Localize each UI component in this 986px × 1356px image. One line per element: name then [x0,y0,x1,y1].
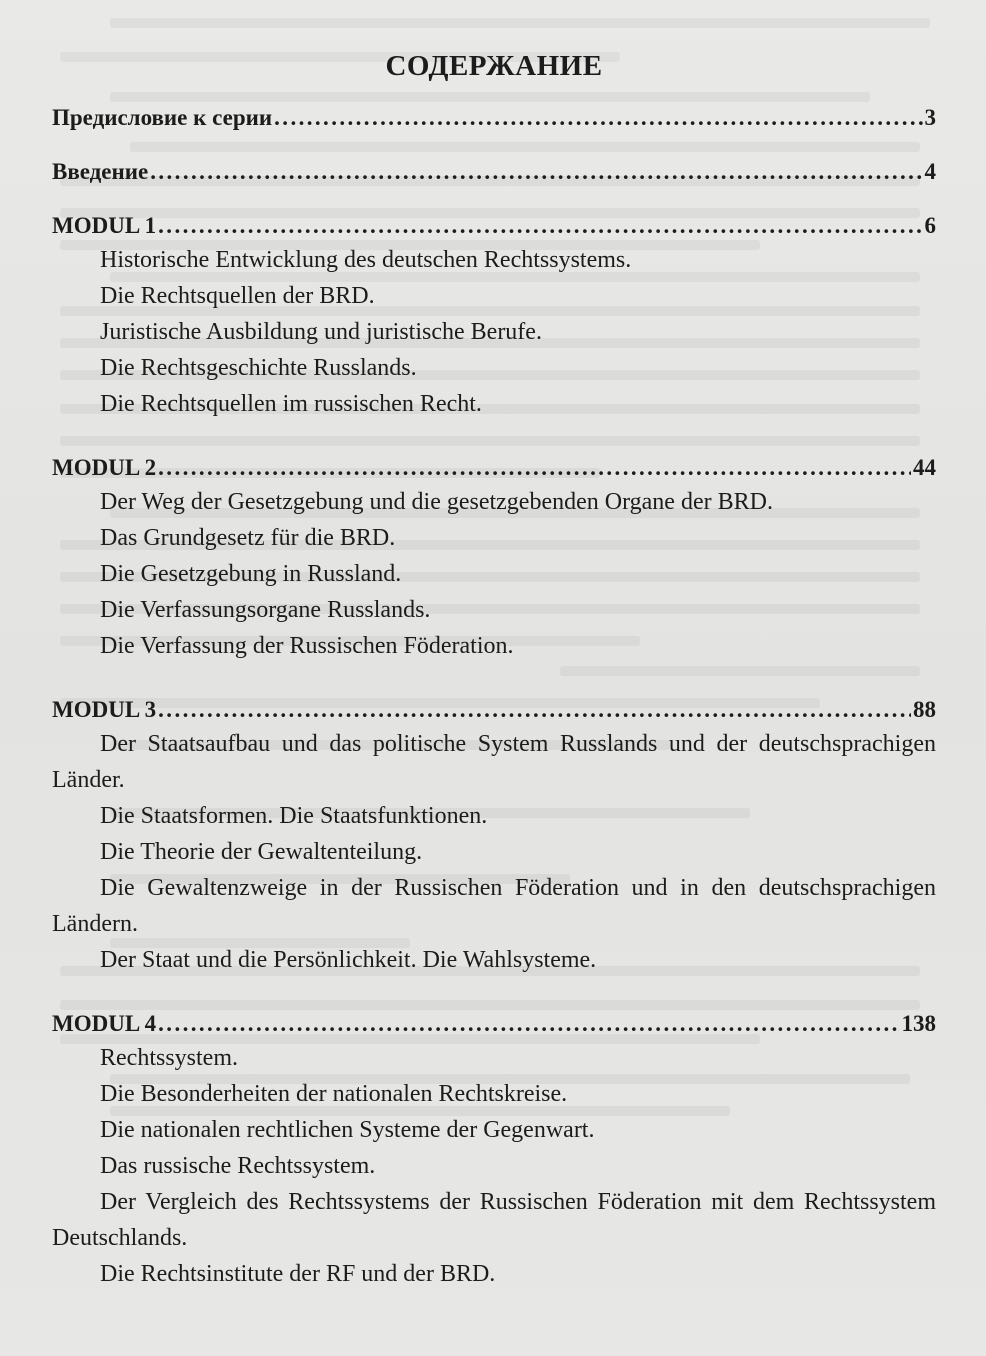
toc-subentry-list [52,726,936,978]
toc-entry-label: MODUL 3 [52,697,157,722]
dot-leader [158,210,922,242]
toc-subentry-list [52,1040,936,1292]
dot-leader [158,694,911,726]
toc-subentry: Historische Entwicklung des deutschen Rechtssystems. [100,247,632,273]
toc-subentry-list [52,484,936,664]
toc-entry [52,1008,936,1040]
toc-subentry: Der Vergleich des Rechtssystems der Russischen Föderation mit dem Rechtssystem Deutschlands. [52,1189,936,1251]
dot-leader [158,1008,899,1040]
toc-subentry-list [52,242,936,422]
entry-spacer [52,978,936,1008]
toc-entry-label: Введение [52,159,149,184]
toc-entry-label: MODUL 2 [52,455,157,480]
toc-subentry: Die Rechtsquellen der BRD. [100,283,375,309]
table-of-contents [52,48,936,1292]
toc-subentry: Das russische Rechtssystem. [100,1153,376,1179]
toc-entry-label: MODUL 1 [52,213,157,238]
toc-entry-page-number: 4 [924,159,936,184]
toc-entry [52,156,936,188]
toc-entry-page-number: 44 [913,455,936,480]
entry-spacer [52,664,936,694]
toc-entry-page-number: 6 [924,213,936,238]
toc-subentry: Die nationalen rechtlichen Systeme der Gegenwart. [100,1117,595,1143]
toc-subentry: Juristische Ausbildung und juristische Berufe. [100,319,542,345]
toc-subentry: Die Verfassung der Russischen Föderation. [100,633,514,659]
toc-subentry: Die Gewaltenzweige in der Russischen Föderation und in den deutschsprachigen Ländern. [52,875,936,937]
entry-spacer [52,134,936,156]
toc-entry-label: Предисловие к серии [52,105,273,130]
page-title: СОДЕРЖАНИЕ [385,50,603,82]
toc-entry [52,102,936,134]
toc-subentry: Die Besonderheiten der nationalen Rechtskreise. [100,1081,568,1107]
toc-subentry: Das Grundgesetz für die BRD. [100,525,396,551]
toc-entry-page-number: 88 [913,697,936,722]
toc-entry [52,452,936,484]
toc-subentry: Rechtssystem. [100,1045,238,1071]
dot-leader [274,102,922,134]
toc-entry-label: MODUL 4 [52,1011,157,1036]
toc-entry-page-number: 138 [901,1011,936,1036]
toc-entry [52,210,936,242]
entry-spacer [52,422,936,452]
toc-subentry: Der Staat und die Persönlichkeit. Die Wahlsysteme. [100,947,597,973]
toc-subentry: Die Rechtsinstitute der RF und der BRD. [100,1261,496,1287]
toc-entry-page-number: 3 [924,105,936,130]
toc-subentry: Die Rechtsquellen im russischen Recht. [100,391,482,417]
entry-spacer [52,188,936,210]
toc-entry-list [52,102,936,1292]
dot-leader [158,452,911,484]
toc-subentry: Die Verfassungsorgane Russlands. [100,597,431,623]
toc-subentry: Die Rechtsgeschichte Russlands. [100,355,417,381]
toc-subentry: Der Weg der Gesetzgebung und die gesetzgebenden Organe der BRD. [100,489,773,515]
toc-subentry: Die Staatsformen. Die Staatsfunktionen. [100,803,488,829]
dot-leader [150,156,922,188]
toc-subentry: Die Gesetzgebung in Russland. [100,561,402,587]
toc-subentry: Der Staatsaufbau und das politische System Russlands und der deutschsprachigen Länder. [52,731,936,793]
toc-subentry: Die Theorie der Gewaltenteilung. [100,839,423,865]
toc-entry [52,694,936,726]
